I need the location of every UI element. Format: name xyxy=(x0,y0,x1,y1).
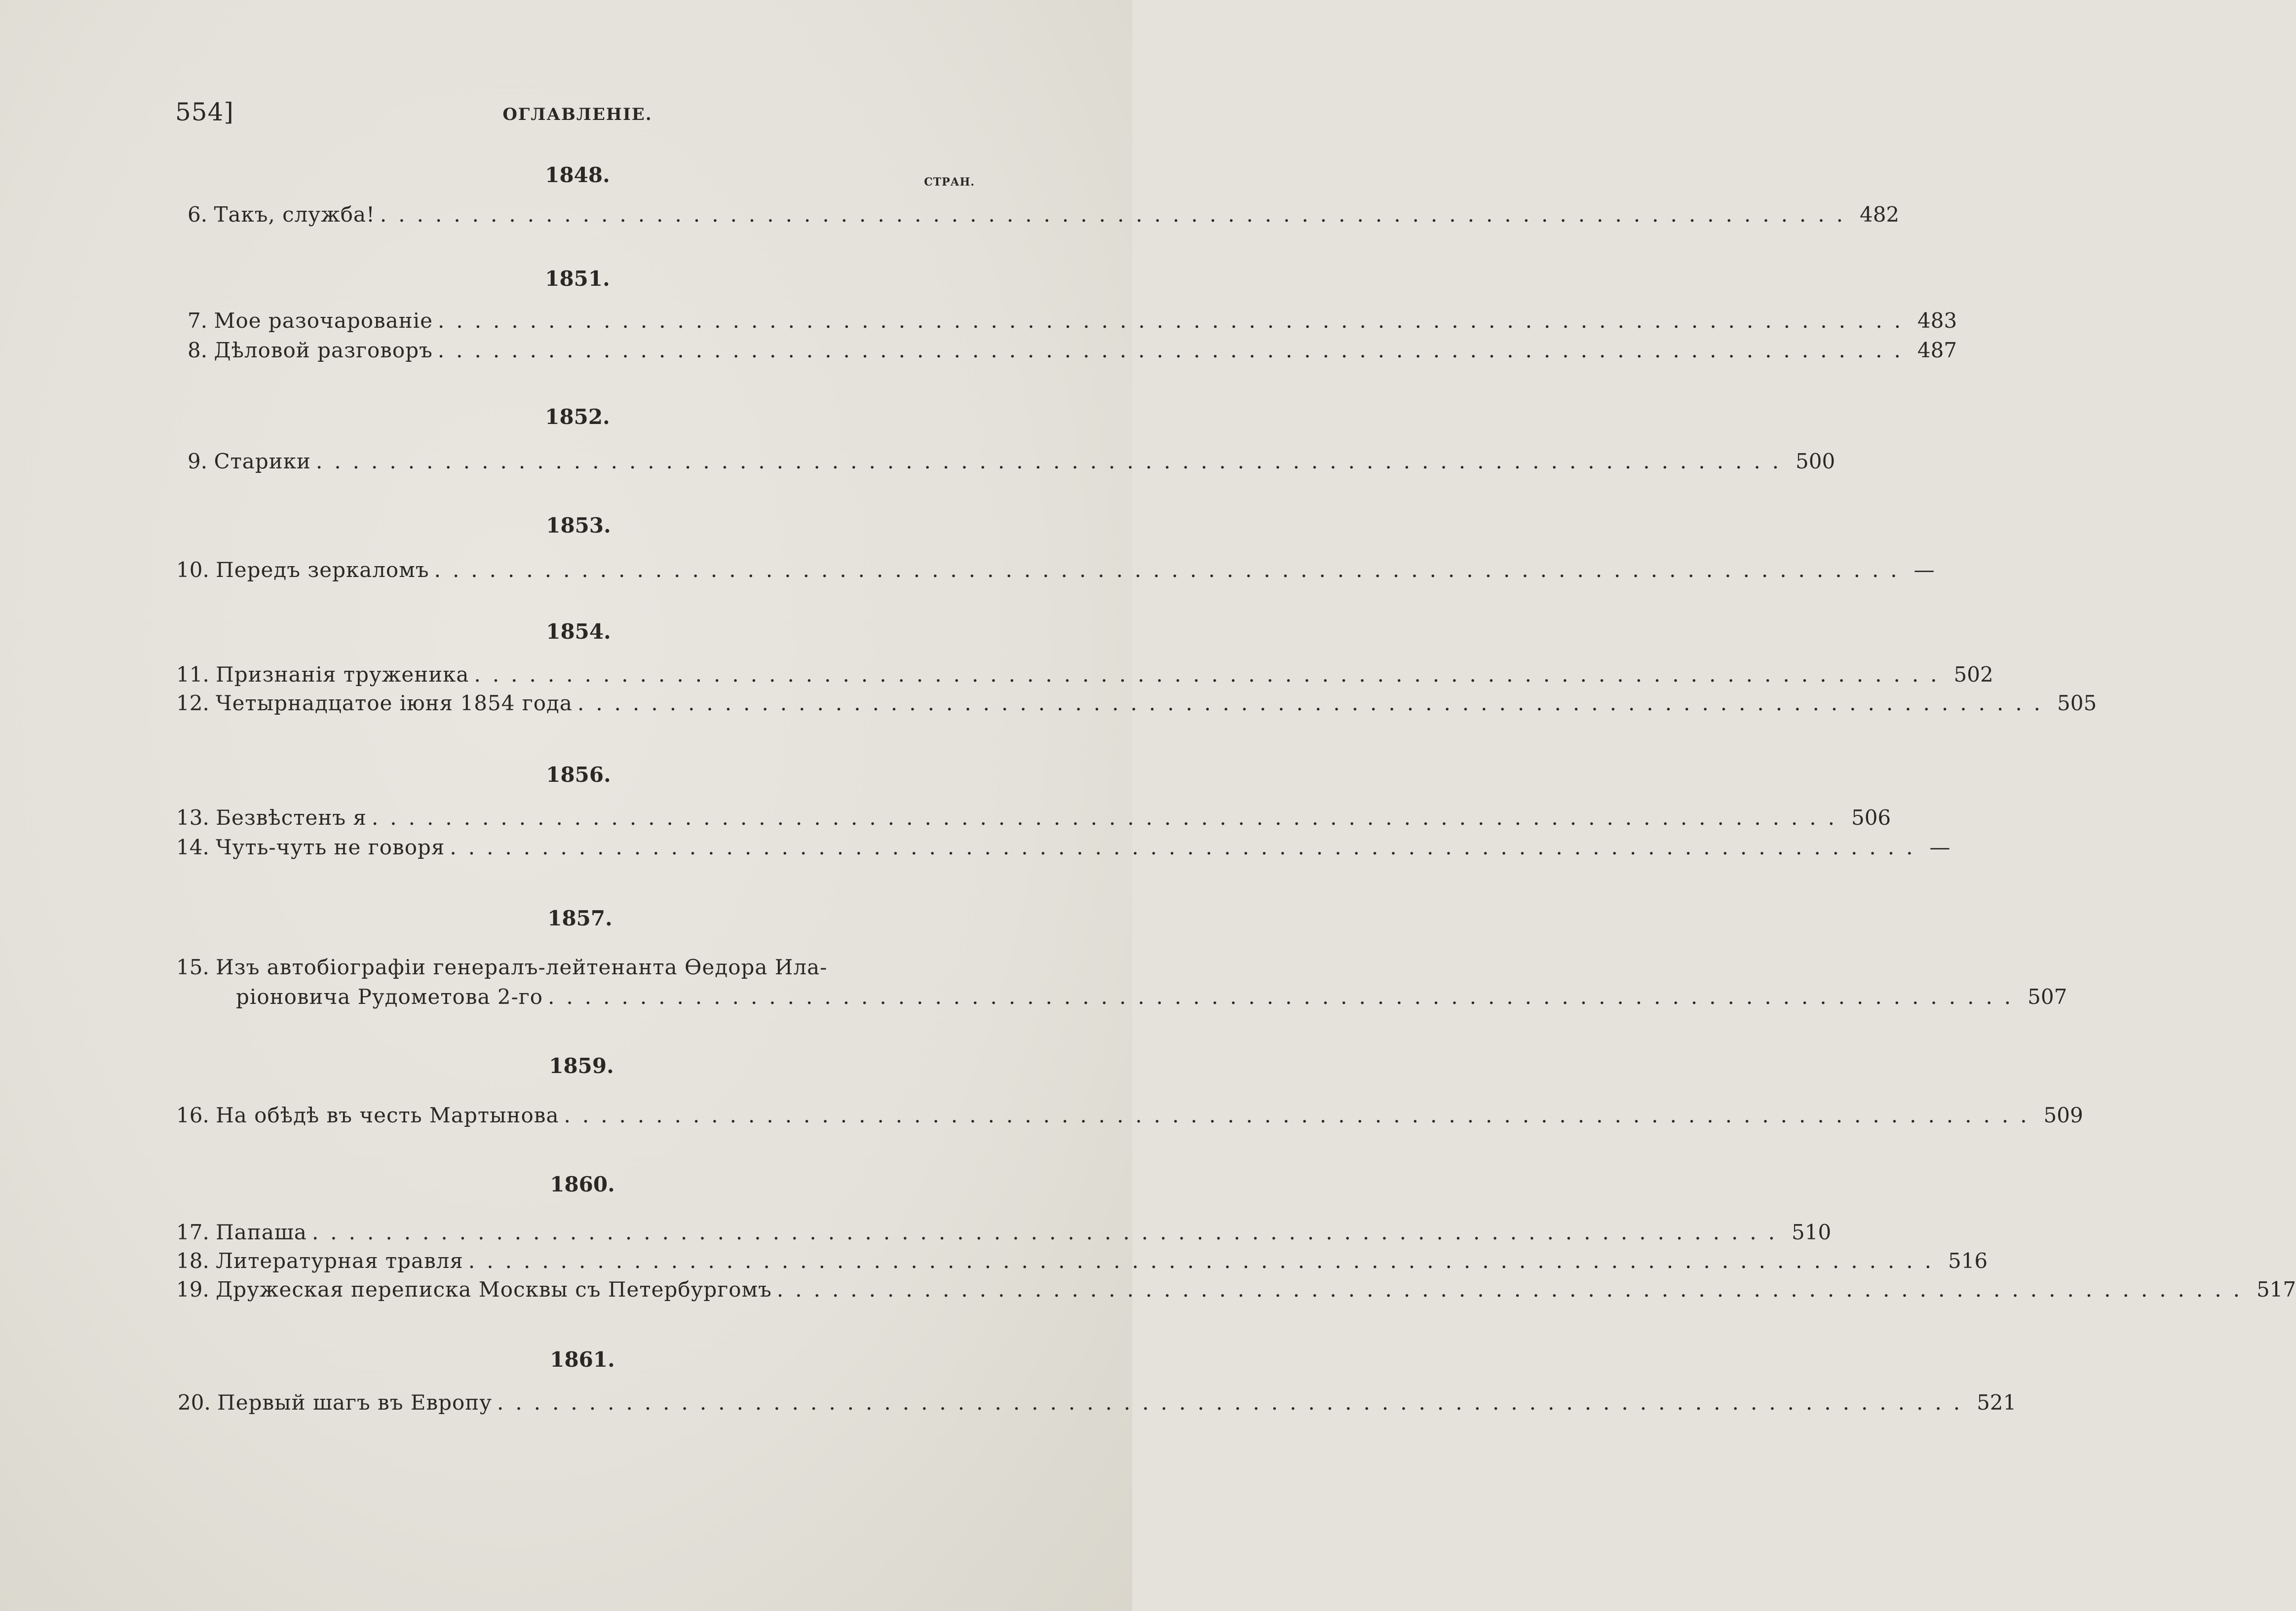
section-year: 1861. xyxy=(550,1347,615,1372)
entry-page: 507 xyxy=(2028,985,2067,1009)
toc-entry[interactable] xyxy=(188,308,1957,336)
toc-entry[interactable] xyxy=(188,202,1900,230)
entry-page: 510 xyxy=(1792,1220,1832,1244)
entry-page: — xyxy=(1929,835,1951,859)
entry-page: 509 xyxy=(2043,1103,2083,1127)
entry-page: 516 xyxy=(1948,1249,1988,1273)
entry-page: 521 xyxy=(1977,1390,2017,1415)
entry-page: 500 xyxy=(1796,449,1836,473)
toc-entry-continuation[interactable] xyxy=(236,985,2067,1012)
entry-number: 6. xyxy=(188,202,208,227)
entry-number: 17. xyxy=(176,1220,209,1244)
entry-title: Четырнадцатое іюня 1854 года xyxy=(216,691,573,715)
entry-page: 482 xyxy=(1859,202,1900,227)
entry-title: Чуть-чуть не говоря xyxy=(216,835,445,859)
dot-leader: ................................................................................ xyxy=(311,1220,1787,1244)
entry-title: Дружеская переписка Москвы съ Петербургомъ xyxy=(216,1277,772,1302)
entry-title: Папаша xyxy=(216,1220,307,1244)
entry-number: 19. xyxy=(176,1277,209,1302)
entry-page: 483 xyxy=(1917,308,1957,333)
section-year: 1852. xyxy=(545,405,610,429)
entry-number: 11. xyxy=(176,662,209,687)
section-year: 1859. xyxy=(549,1054,614,1078)
section-year: 1848. xyxy=(545,163,610,187)
dot-leader: ................................................................................ xyxy=(434,558,1909,582)
dot-leader: ................................................................................ xyxy=(548,985,2023,1009)
toc-entry[interactable] xyxy=(176,1103,2083,1131)
dot-leader: ................................................................................ xyxy=(450,835,1925,859)
entry-number: 14. xyxy=(176,835,209,859)
dot-leader: ................................................................................ xyxy=(497,1390,1972,1415)
entry-number: 15. xyxy=(176,955,209,979)
entry-page: 505 xyxy=(2057,691,2097,715)
entry-title: Мое разочарованіе xyxy=(214,308,433,333)
toc-entry[interactable] xyxy=(176,662,1993,690)
dot-leader: ................................................................................ xyxy=(577,691,2053,715)
entry-title: Такъ, служба! xyxy=(214,202,375,227)
dot-leader: ................................................................................ xyxy=(380,202,1855,227)
toc-entry[interactable] xyxy=(176,955,988,983)
entry-number: 7. xyxy=(188,308,208,333)
entry-title: На обѣдѣ въ честь Мартынова xyxy=(216,1103,559,1127)
entry-title: Безвѣстенъ я xyxy=(216,806,367,830)
entry-title: Первый шагъ въ Европу xyxy=(217,1390,493,1415)
entry-number: 16. xyxy=(176,1103,209,1127)
entry-page: 506 xyxy=(1851,806,1891,830)
entry-title: Признанія труженика xyxy=(216,662,469,687)
entry-page: 487 xyxy=(1917,338,1957,362)
entry-page: — xyxy=(1913,558,1935,582)
toc-entry[interactable] xyxy=(176,1249,1988,1276)
entry-title: Передъ зеркаломъ xyxy=(216,558,429,582)
section-year: 1853. xyxy=(546,513,611,537)
entry-title: Литературная травля xyxy=(216,1249,463,1273)
entry-number: 8. xyxy=(188,338,208,362)
toc-entry[interactable] xyxy=(176,691,2097,719)
toc-entry[interactable] xyxy=(188,449,1836,477)
entry-page: 502 xyxy=(1953,662,1993,687)
entry-number: 20. xyxy=(178,1390,211,1415)
section-year: 1854. xyxy=(546,619,611,644)
dot-leader: ................................................................................ xyxy=(438,308,1913,333)
toc-entry[interactable] xyxy=(176,558,1935,585)
toc-entry[interactable] xyxy=(176,1277,2296,1305)
entry-number: 12. xyxy=(176,691,209,715)
dot-leader: ................................................................................ xyxy=(474,662,1949,687)
entry-number: 10. xyxy=(176,558,209,582)
dot-leader: ................................................................................ xyxy=(371,806,1846,830)
page-number: 554] xyxy=(175,98,234,126)
toc-entry[interactable] xyxy=(176,835,1951,863)
section-year: 1856. xyxy=(546,763,611,787)
running-header: ОГЛАВЛЕНІЕ. xyxy=(502,105,652,124)
dot-leader: ................................................................................ xyxy=(437,338,1913,362)
entry-title: Изъ автобіографіи генералъ-лейтенанта Ѳедора Ила- xyxy=(216,955,828,979)
entry-number: 13. xyxy=(176,806,209,830)
dot-leader: ................................................................................ xyxy=(776,1277,2252,1302)
entry-title: Дѣловой разговоръ xyxy=(214,338,433,362)
dot-leader: ................................................................................ xyxy=(315,449,1791,473)
section-year: 1860. xyxy=(550,1172,615,1196)
entry-title: Старики xyxy=(214,449,311,473)
toc-entry[interactable] xyxy=(176,1220,1832,1248)
toc-entry[interactable] xyxy=(178,1390,2017,1418)
dot-leader: ................................................................................ xyxy=(468,1249,1943,1273)
entry-title-continuation: ріоновича Рудометова 2-го xyxy=(236,985,543,1009)
section-year: 1851. xyxy=(545,267,610,291)
toc-entry[interactable] xyxy=(188,338,1957,366)
section-year: 1857. xyxy=(547,906,612,930)
page-column-label: СТРАН. xyxy=(924,176,975,189)
entry-page: 517 xyxy=(2256,1277,2296,1302)
entry-number: 18. xyxy=(176,1249,209,1273)
dot-leader: ................................................................................ xyxy=(564,1103,2039,1127)
toc-entry[interactable] xyxy=(176,806,1891,833)
entry-number: 9. xyxy=(188,449,208,473)
